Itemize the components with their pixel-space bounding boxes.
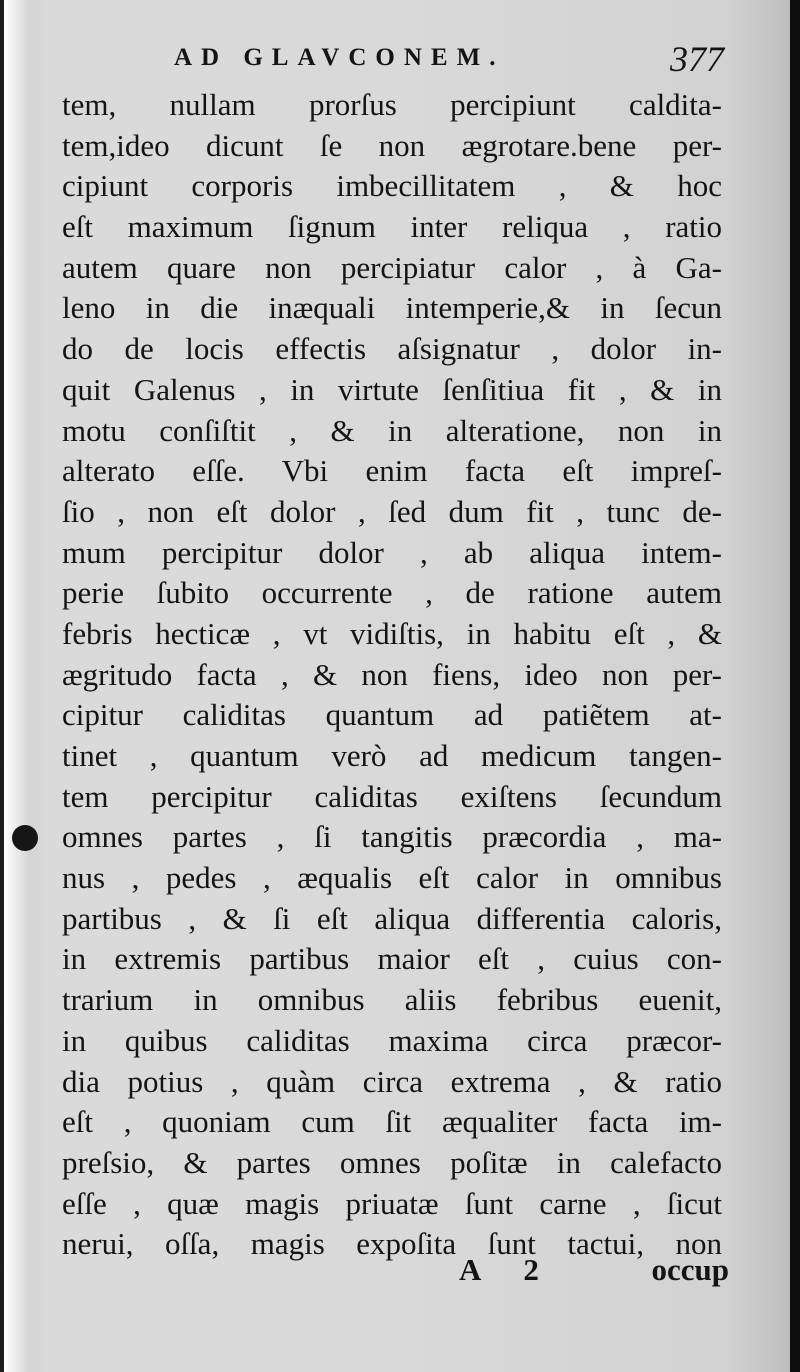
text-line: nerui, oſſa, magis expoſita ſunt tactui, non: [62, 1226, 722, 1262]
page-number: 377: [670, 39, 724, 79]
text-line: ſio , non eſt dolor , ſed dum fit , tunc de-: [62, 493, 722, 529]
text-line: febris hecticæ , vt vidiſtis, in habitu eſt , &: [62, 615, 722, 651]
text-line: preſsio, & partes omnes poſitæ in calefacto: [62, 1144, 722, 1180]
text-line: omnes partes , ſi tangitis præcordia , ma-: [62, 819, 722, 855]
text-line: in quibus caliditas maxima circa præcor-: [62, 1022, 722, 1058]
text-line: do de locis effectis aſsignatur , dolor in-: [62, 331, 722, 367]
text-line: quit Galenus , in virtute ſenſitiua fit , & in: [62, 371, 722, 407]
text-line: tem percipitur caliditas exiſtens ſecundum: [62, 778, 722, 814]
book-page: [4, 0, 790, 1372]
running-head-title: AD GLAVCONEM.: [174, 44, 505, 71]
text-line: nus , pedes , æqualis eſt calor in omnibus: [62, 860, 722, 896]
text-line: eſt , quoniam cum ſit æqualiter facta im-: [62, 1104, 722, 1140]
wormhole-mark: [12, 825, 38, 851]
text-line: tem,ideo dicunt ſe non ægrotare.bene per-: [62, 127, 722, 163]
text-line: eſſe , quæ magis priuatæ ſunt carne , ſicut: [62, 1185, 722, 1221]
text-line: motu conſiſtit , & in alteratione, non in: [62, 412, 722, 448]
body-text: [62, 85, 722, 1265]
running-head: [64, 38, 724, 82]
text-line: trarium in omnibus aliis febribus euenit,: [62, 982, 722, 1018]
text-line: ægritudo facta , & non fiens, ideo non per-: [62, 656, 722, 692]
text-line: mum percipitur dolor , ab aliqua intem-: [62, 534, 722, 570]
text-line: cipiunt corporis imbecillitatem , & hoc: [62, 168, 722, 204]
text-line: tem, nullam prorſus percipiunt caldita-: [62, 87, 722, 122]
text-line: eſt maximum ſignum inter reliqua , ratio: [62, 209, 722, 245]
signature-mark: A 2: [459, 1252, 557, 1287]
catchword: occup: [651, 1252, 729, 1287]
text-line: leno in die inæquali intemperie,& in ſecun: [62, 290, 722, 326]
page-footer: [459, 1252, 729, 1292]
text-line: tinet , quantum verò ad medicum tangen-: [62, 738, 722, 773]
text-line: perie ſubito occurrente , de ratione autem: [62, 575, 722, 611]
text-line: partibus , & ſi eſt aliqua differentia caloris,: [62, 900, 722, 936]
text-line: autem quare non percipiatur calor , à Ga-: [62, 249, 722, 285]
text-line: in extremis partibus maior eſt , cuius con-: [62, 941, 722, 977]
text-line: alterato eſſe. Vbi enim facta eſt impreſ-: [62, 453, 722, 489]
text-line: cipitur caliditas quantum ad patiẽtem at-: [62, 697, 722, 733]
page-edge-shadow: [790, 0, 800, 1372]
text-line: dia potius , quàm circa extrema , & ratio: [62, 1063, 722, 1099]
